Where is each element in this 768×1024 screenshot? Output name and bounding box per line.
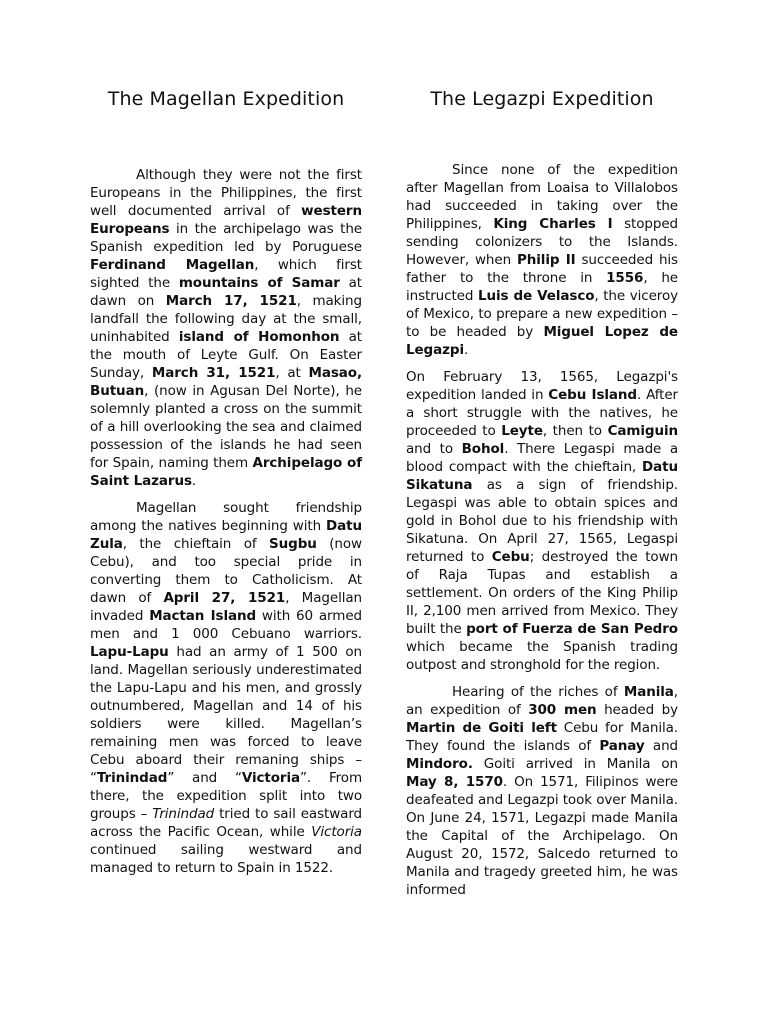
text-run: Goiti arrived in Manila on (472, 756, 678, 772)
text-run: as a sign of friendship. Legaspi was able to obtain spices and gold in Bohol due to his friendship with Sikatuna. On April 27, 1565, Legaspi returned to (406, 477, 678, 565)
text-run: , he instructed (406, 270, 678, 304)
text-run: with 60 armed men and 1 000 Cebuano warriors. (90, 608, 362, 642)
text-run: . After a short struggle with the natives, he proceeded to (406, 387, 678, 439)
bold-text: Cebu (491, 549, 530, 565)
bold-text: Panay (599, 738, 645, 754)
text-run: at dawn on (90, 275, 362, 309)
text-run: . There Legaspi made a blood compact with the chieftain, (406, 441, 678, 475)
bold-text: Camiguin (607, 423, 678, 439)
bold-text: April 27, 1521 (163, 590, 286, 606)
magellan-paragraph-2 (90, 499, 362, 877)
text-run: succeeded his father to the throne in (406, 252, 678, 286)
bold-text: western Europeans (90, 203, 362, 237)
bold-text: Manila (623, 684, 674, 700)
bold-text: Datu Zula (90, 518, 362, 552)
text-run: had an army of 1 500 on land. Magellan seriously underestimated the Lapu-Lapu and his men, and grossly outnumbered, Magellan and 14 of his soldiers were killed. Magellan’s remaining men was forced to leave Cebu aboard their remaning ships – “ (90, 644, 362, 786)
legazpi-column (406, 88, 678, 908)
text-run: ; destroyed the town of Raja Tupas and establish a settlement. On orders of the King Philip II, 2,100 men arrived from Mexico. They built the (406, 549, 678, 637)
magellan-title: The Magellan Expedition (107, 88, 345, 110)
italic-text: Trinindad (152, 806, 215, 822)
text-run: Although they were not the first Europeans in the Philippines, the first well documented arrival of (90, 167, 362, 219)
text-run: . (463, 342, 469, 358)
bold-text: 300 men (528, 702, 597, 718)
bold-text: Masao, Butuan (90, 365, 362, 399)
text-run: , making landfall the following day at the small, uninhabited (90, 293, 362, 345)
text-run: , at (275, 365, 309, 381)
text-run: Hearing of the riches of (452, 684, 624, 700)
bold-text: Mindoro. (406, 756, 473, 772)
text-run: Magellan sought friendship among the natives beginning with (90, 500, 362, 534)
bold-text: March 31, 1521 (151, 365, 276, 381)
magellan-column (90, 88, 362, 886)
bold-text: Cebu Island (548, 387, 637, 403)
bold-text: 1556 (606, 270, 644, 286)
text-run: Cebu for Manila. They found the islands of (406, 720, 678, 754)
bold-text: Bohol (461, 441, 505, 457)
bold-text: Lapu-Lapu (90, 644, 169, 660)
bold-text: March 17, 1521 (165, 293, 297, 309)
text-run: , (now in Agusan Del Norte), he solemnly planted a cross on the summit of a hill overlooking the sea and claimed possession of the islands he had seen for Spain, naming them (90, 383, 362, 471)
text-run: tried to sail eastward across the Pacific Ocean, while (90, 806, 362, 840)
text-run: and (644, 738, 678, 754)
bold-text: Leyte (501, 423, 543, 439)
bold-text: Datu Sikatuna (406, 459, 678, 493)
text-run: stopped sending colonizers to the Islands. However, when (406, 216, 678, 268)
text-run: at the mouth of Leyte Gulf. On Easter Sunday, (90, 329, 363, 381)
text-run: and to (406, 441, 462, 457)
text-run: which became the Spanish trading outpost and stronghold for the region. (406, 639, 678, 673)
bold-text: Sugbu (269, 536, 317, 552)
bold-text: mountains of Samar (178, 275, 340, 291)
text-run: ”. From there, the expedition split into two groups – (90, 770, 362, 822)
legazpi-title: The Legazpi Expedition (430, 88, 654, 110)
text-run: , Magellan invaded (90, 590, 363, 624)
bold-text: Martin de Goiti left (406, 720, 557, 736)
bold-text: Mactan Island (149, 608, 257, 624)
bold-text: King Charles I (493, 216, 613, 232)
text-run: continued sailing westward and managed to return to Spain in 1522. (90, 842, 362, 876)
legazpi-paragraph-3 (406, 683, 678, 899)
bold-text: Philip II (516, 252, 576, 268)
legazpi-paragraph-1 (406, 161, 678, 359)
text-run: On February 13, 1565, Legazpi's expedition landed in (406, 369, 678, 403)
legazpi-paragraph-2 (406, 368, 678, 674)
bold-text: May 8, 1570 (406, 774, 503, 790)
italic-text: Victoria (311, 824, 362, 840)
magellan-paragraph-1 (90, 166, 362, 490)
bold-text: Ferdinand Magellan (90, 257, 255, 273)
text-run: , the viceroy of Mexico, to prepare a new expedition – to be headed by (406, 288, 679, 340)
bold-text: port of Fuerza de San Pedro (466, 621, 678, 637)
bold-text: island of Homonhon (178, 329, 340, 345)
text-run: , then to (542, 423, 608, 439)
text-run: headed by (596, 702, 678, 718)
bold-text: Luis de Velasco (477, 288, 595, 304)
text-run: ” and “ (167, 770, 242, 786)
bold-text: Victoria (241, 770, 301, 786)
text-run: . (191, 473, 197, 489)
text-run: , an expedition of (406, 684, 678, 718)
bold-text: Miguel Lopez de Legazpi (406, 324, 678, 358)
text-run: . On 1571, Filipinos were deafeated and Legazpi took over Manila. On June 24, 1571, Legazpi made Manila the Capital of the Archipelago. On August 20, 1572, Salcedo returned to Manila and tragedy greeted him, he was informed (406, 774, 678, 898)
text-run: , which first sighted the (90, 257, 362, 291)
bold-text: Archipelago of Saint Lazarus (90, 455, 362, 489)
bold-text: Trinindad (96, 770, 168, 786)
text-run: in the archipelago was the Spanish expedition led by Poruguese (90, 221, 362, 255)
text-run: , the chieftain of (122, 536, 270, 552)
text-run: Since none of the expedition after Magellan from Loaisa to Villalobos had succeeded in taking over the Philippines, (406, 162, 678, 232)
text-run: (now Cebu), and too special pride in converting them to Catholicism. At dawn of (90, 536, 362, 606)
